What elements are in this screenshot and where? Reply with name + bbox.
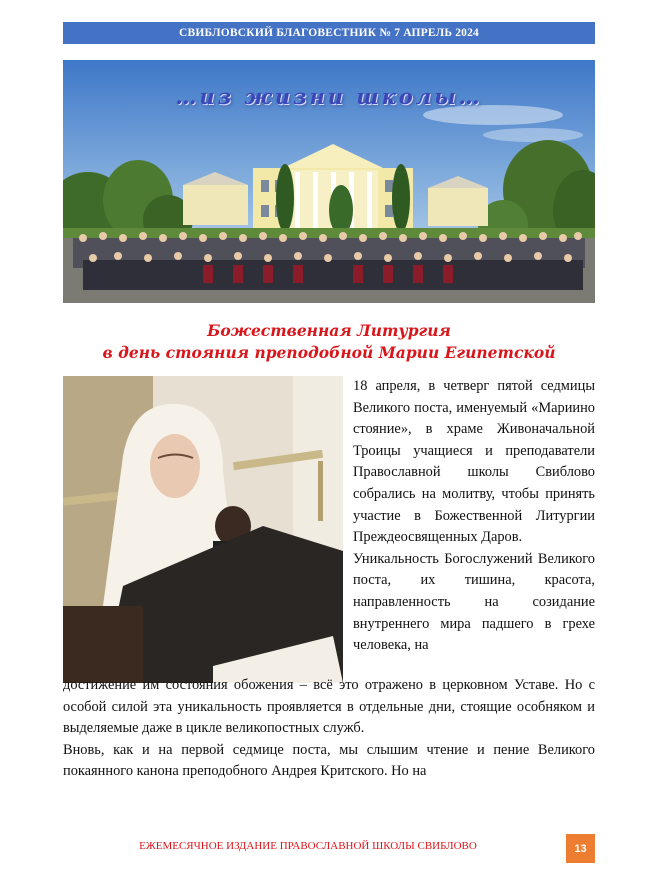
paragraph-2-start: Уникальность Богослужений Великого поста, их тишина, красота, направленность на созидание внутреннего мира падшего в грехе человека, на bbox=[353, 550, 595, 654]
article-text-full bbox=[63, 675, 595, 783]
footer-publication-name: ЕЖЕМЕСЯЧНОЕ ИЗДАНИЕ ПРАВОСЛАВНОЙ ШКОЛЫ СВИБЛОВО bbox=[139, 840, 477, 852]
newsletter-title: СВИБЛОВСКИЙ БЛАГОВЕСТНИК № 7 АПРЕЛЬ 2024 bbox=[178, 27, 480, 39]
paragraph-1: 18 апреля, в четверг пятой седмицы Великого поста, именуемый «Мариино стояние», в храме Живоначальной Троицы учащиеся и преподаватели Православной школы Свиблово собрались на молитву, чтобы принять участие в Божественной Литургии Преждеосвященных Даров. bbox=[353, 378, 595, 546]
paragraph-3: Вновь, как и на первой седмице поста, мы слышим чтение и пение Великого покаянного канона преподобного Андрея Критского. Но на bbox=[63, 741, 595, 780]
article-title-line-2: в день стояния преподобной Марии Египетской bbox=[102, 343, 556, 362]
paragraph-2-continued: достижение им состояния обожения – всё это отражено в церковном Уставе. Но с особой силой эта уникальность проявляется в отдельные дни, стоящие особняком и выделяемые даже в цикле великопостных служб. bbox=[63, 677, 595, 737]
hero-caption: …из жизни школы… bbox=[175, 84, 483, 109]
page-number-badge bbox=[566, 834, 595, 863]
article-text-wrap bbox=[353, 376, 595, 657]
page-number: 13 bbox=[574, 842, 587, 855]
article-photo bbox=[63, 376, 343, 683]
article-title-line-1: Божественная Литургия bbox=[207, 321, 451, 340]
article-title bbox=[63, 320, 595, 364]
newsletter-header bbox=[63, 22, 595, 44]
article-illustration bbox=[63, 376, 343, 683]
hero-photo bbox=[63, 60, 595, 303]
